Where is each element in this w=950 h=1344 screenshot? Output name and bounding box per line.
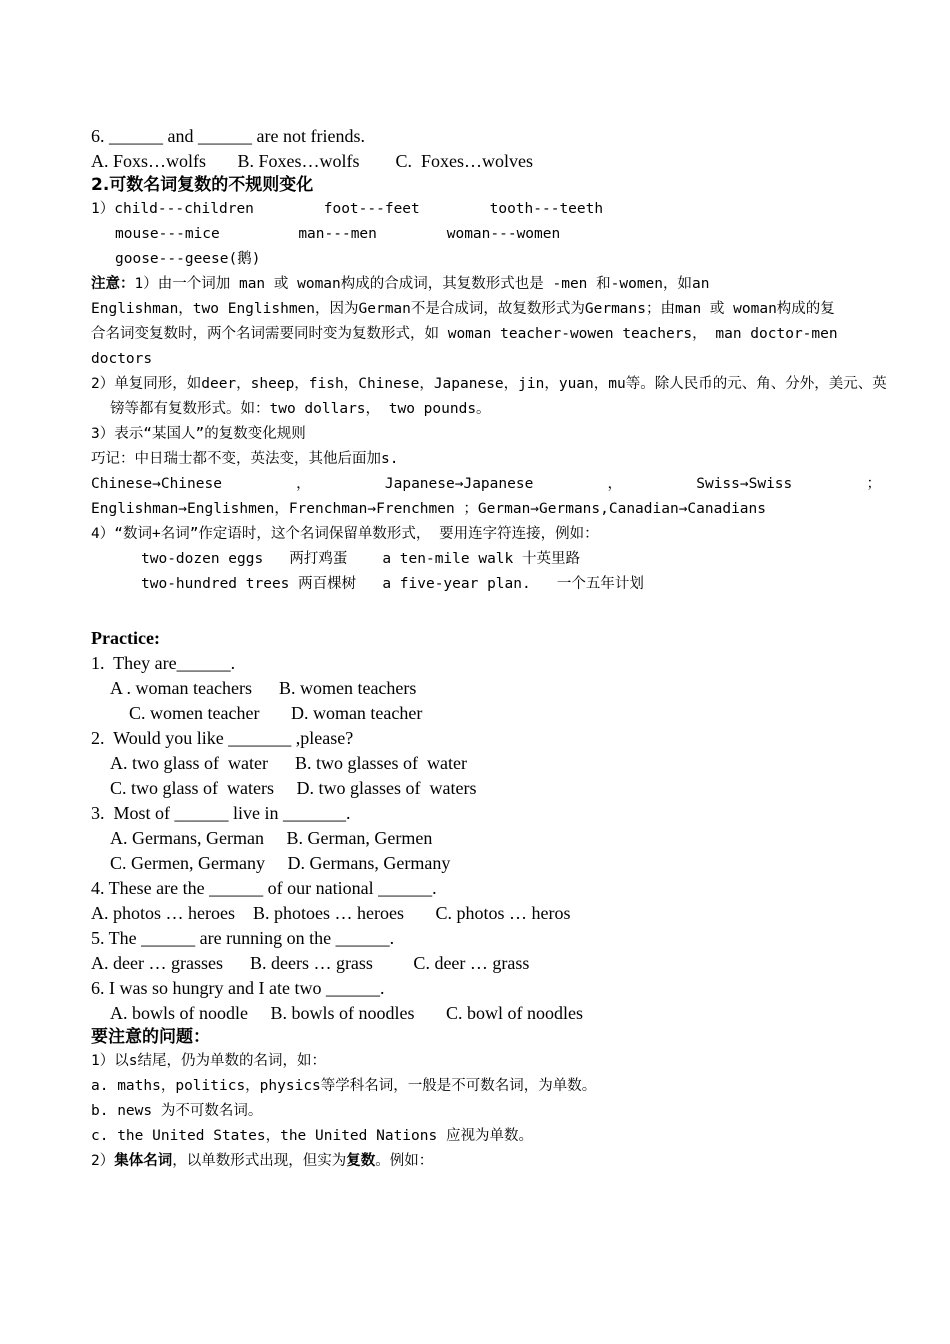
notes-item-2-mid: ，以单数形式出现，但实为 [172,1153,347,1169]
note-line-3: 合名词变复数时，两个名词需要同时变为复数形式，如 woman teacher-wowen teachers， man doctor-men [91,326,838,342]
question-6-top: 6. ______ and ______ are not friends. [91,126,365,146]
irregular-item-4-line-1: 4）“数词+名词”作定语时，这个名词保留单数形式， 要用连字符连接，例如： [91,526,599,542]
notes-item-2-prefix: 2） [91,1153,115,1169]
irregular-item-3-line-4: Englishman→Englishmen，Frenchman→Frenchmen ；German→Germans,Canadian→Canadians [91,501,767,517]
question-6-top-options: A. Foxs…wolfs B. Foxes…wolfs C. Foxes…wolves [91,151,534,171]
irregular-item-1-line-2: mouse---mice man---men woman---women [115,226,561,242]
separator-comma-1: ， [296,476,311,492]
note-line-2: Englishman，two Englishmen，因为German不是合成词，故复数形式为Germans；由man 或 woman构成的复 [91,301,835,317]
nationality-japanese: Japanese→Japanese [384,476,534,492]
notes-item-2-end: 。例如： [375,1153,434,1169]
irregular-item-4-line-3: two-hundred trees 两百棵树 a five-year plan. 一个五年计划 [141,576,644,592]
spacer [91,597,881,626]
notes-item-2-plural: 复数 [346,1153,376,1169]
irregular-item-1-line-3: goose---geese(鹅) [115,251,261,267]
practice-q3: 3. Most of ______ live in _______. [91,803,351,823]
notes-item-1: 1）以s结尾，仍为单数的名词，如： [91,1053,326,1069]
notes-item-1b: b. news 为不可数名词。 [91,1103,263,1119]
practice-q5: 5. The ______ are running on the ______. [91,928,395,948]
notes-item-2-term: 集体名词 [114,1153,173,1169]
practice-q4: 4. These are the ______ of our national ______. [91,878,437,898]
notes-item-1a: a. maths，politics，physics等学科名词，一般是不可数名词，为单数。 [91,1078,597,1094]
note-label: 注意： [91,276,135,292]
note-text-1: 1）由一个词加 man 或 woman构成的合成词，其复数形式也是 -men 和-women，如an [134,276,710,292]
separator-semicolon: ； [866,476,881,492]
nationality-chinese: Chinese→Chinese [91,476,222,492]
section-2-heading: 2.可数名词复数的不规则变化 [91,175,314,195]
document-page [91,124,887,1174]
irregular-item-3-line-2: 巧记：中日瑞士都不变，英法变，其他后面加s. [91,451,399,467]
practice-q4-options: A. photos … heroes B. photoes … heroes C. photos … heros [91,903,571,923]
practice-q2-options-ab: A. two glass of water B. two glasses of water [110,753,467,773]
practice-q1-options-ab: A . woman teachers B. women teachers [110,678,417,698]
practice-q6: 6. I was so hungry and I ate two ______. [91,978,385,998]
practice-q6-options: A. bowls of noodle B. bowls of noodles C. bowl of noodles [110,1003,583,1023]
irregular-item-1-line-1: 1）child---children foot---feet tooth---teeth [91,201,604,217]
practice-q3-options-ab: A. Germans, German B. German, Germen [110,828,433,848]
irregular-item-2-line-2: 镑等都有复数形式。如：two dollars， two pounds。 [110,401,491,417]
practice-q3-options-cd: C. Germen, Germany D. Germans, Germany [110,853,451,873]
irregular-item-3-line-3 [91,472,881,497]
note-line-4: doctors [91,351,153,367]
practice-q2-options-cd: C. two glass of waters D. two glasses of waters [110,778,477,798]
irregular-item-3-line-1: 3）表示“某国人”的复数变化规则 [91,426,306,442]
nationality-swiss: Swiss→Swiss [696,476,793,492]
notes-item-1c: c. the United States，the United Nations 应视为单数。 [91,1128,533,1144]
irregular-item-4-line-2: two-dozen eggs 两打鸡蛋 a ten-mile walk 十英里路 [141,551,580,567]
practice-q2: 2. Would you like _______ ,please? [91,728,354,748]
notes-heading: 要注意的问题： [91,1027,210,1047]
separator-comma-2: ， [607,476,623,492]
practice-heading: Practice: [91,628,160,648]
practice-q5-options: A. deer … grasses B. deers … grass C. deer … grass [91,953,530,973]
notes-item-2 [91,1149,881,1174]
note-line-1 [91,272,881,297]
practice-q1-options-cd: C. women teacher D. woman teacher [129,703,423,723]
practice-q1: 1. They are______. [91,653,236,673]
irregular-item-2-line-1: 2）单复同形，如deer，sheep，fish，Chinese，Japanese，jin，yuan，mu等。除人民币的元、角、分外，美元、英 [91,376,887,392]
